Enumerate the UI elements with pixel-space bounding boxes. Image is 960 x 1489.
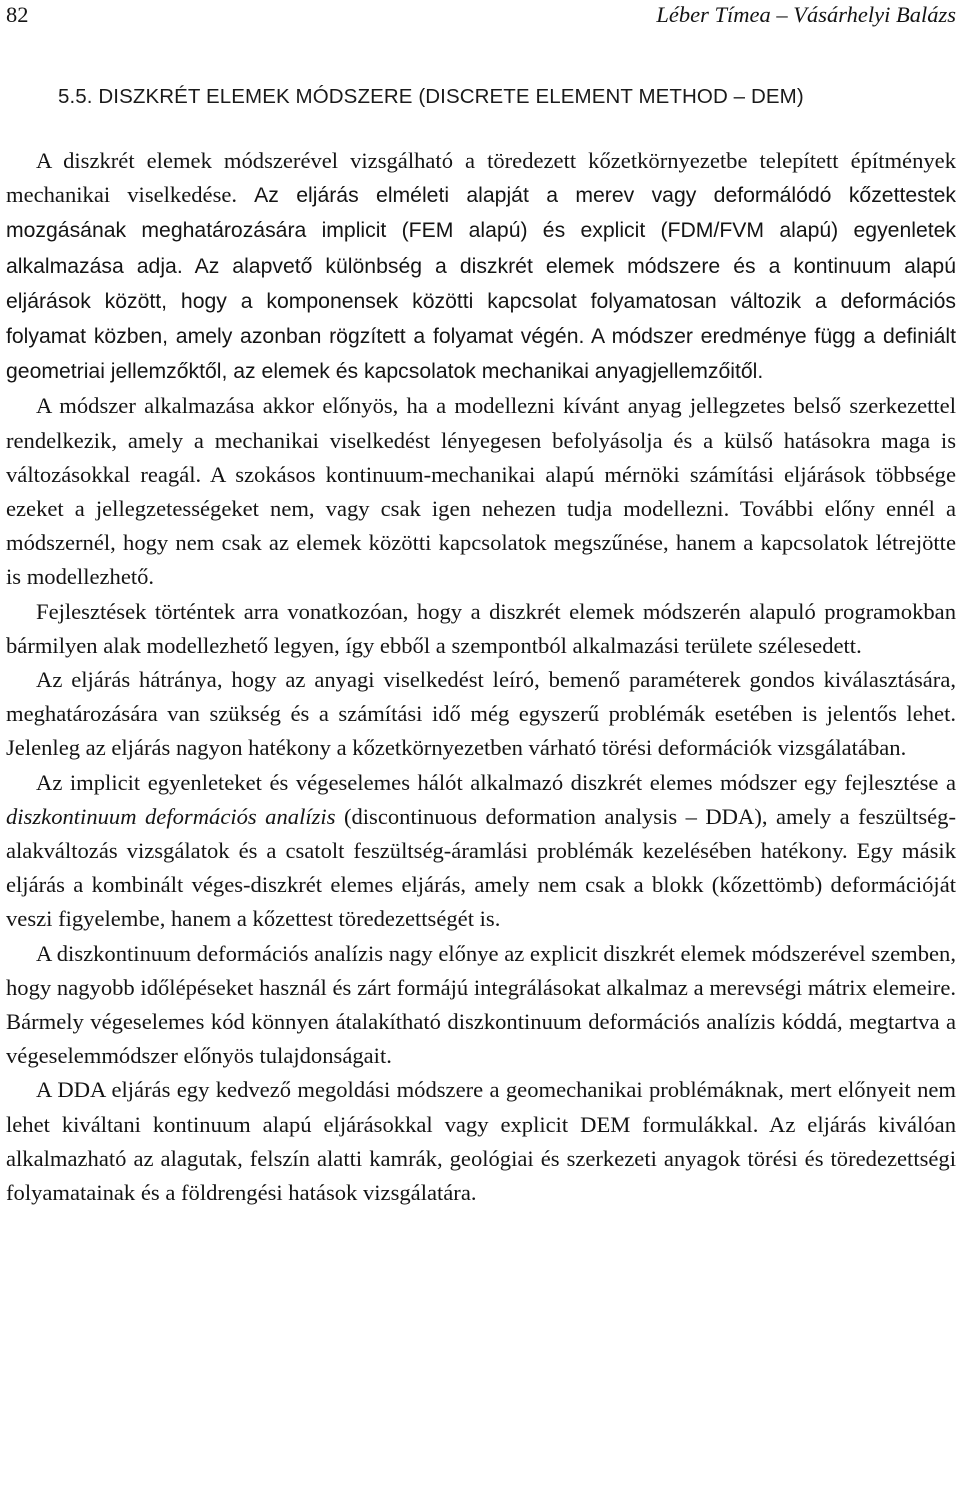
paragraph-2: A módszer alkalmazása akkor előnyös, ha a modellezni kívánt anyag jellegzetes belső szerkezettel rendelkezik, amely a mechanikai viselkedést lényegesen befolyásolja és a külső hatásokra maga is változásokkal reagál. A szokásos kontinuum-mechanikai alapú mérnöki számítási eljárások többsége ezeket a jellegzetességeket nem, vagy csak igen nehezen tudja modellezni. További előny ennél a módszernél, hogy nem csak az elemek közötti kapcsolatok megszűnése, hanem a kapcsolatok létrejötte is modellezhető. (6, 393, 956, 590)
paragraph-1-sans-part: Az eljárás elméleti alapját a merev vagy deformálódó kőzettestek mozgásának meghatározására implicit (FEM alapú) és explicit (FDM/FVM alapú) egyenletek alkalmazása adja. Az alapvető különbség a diszkrét elemek módszere és a kontinuum alapú eljárások között, hogy a komponensek közötti kapcsolat folyamatosan változik a deformációs folyamat közben, amely azonban rögzített a folyamat végén. A módszer eredménye függ a definiált geometriai jellemzőktől, az elemek és kapcsolatok mechanikai anyagjellemzőitől. (6, 184, 956, 384)
body-text (6, 144, 956, 1210)
running-header-authors: Léber Tímea – Vásárhelyi Balázs (656, 2, 956, 27)
paragraph-4: Az eljárás hátránya, hogy az anyagi viselkedést leíró, bemenő paraméterek gondos kiválasztására, meghatározására van szükség és a számítási idő még egyszerű problémák esetében is jelentős lehet. Jelenleg az eljárás nagyon hatékony a kőzetkörnyezetben várható törési deformációk vizsgálatában. (6, 667, 956, 761)
running-header (6, 0, 956, 42)
page-number: 82 (6, 2, 29, 27)
paragraph-3: Fejlesztések történtek arra vonatkozóan, hogy a diszkrét elemek módszerén alapuló programokban bármilyen alak modellezhető legyen, így ebből a szempontból alkalmazási területe szélesedett. (6, 598, 956, 658)
paragraph-5-italic-term: diszkontinuum deformációs analízis (6, 803, 336, 829)
paragraph-5-text-after: (discontinuous deformation analysis – DDA), amely a feszültség-alakváltozás vizsgálatok és a csatolt feszültség-áramlási problémák kezelésében hatékony. Egy másik eljárás a kombinált véges-diszkrét elemes eljárás, amely nem csak a blokk (kőzettömb) deformációját veszi figyelembe, hanem a kőzettest töredezettségét is. (6, 803, 956, 932)
paragraph-6: A diszkontinuum deformációs analízis nagy előnye az explicit diszkrét elemek módszerével szemben, hogy nagyobb időlépéseket használ és zárt formájú integrálásokat alkalmaz a merevségi mátrix elemeire. Bármely végeselemes kód könnyen átalakítható diszkontinuum deformációs analízis kóddá, megtartva a végeselemmódszer előnyös tulajdonságait. (6, 940, 956, 1069)
section-heading: 5.5. DISZKRÉT ELEMEK MÓDSZERE (DISCRETE ELEMENT METHOD – DEM) (58, 85, 804, 108)
paragraph-5-text-before: Az implicit egyenleteket és végeselemes hálót alkalmazó diszkrét elemes módszer egy fejlesztése a (36, 769, 956, 795)
paragraph-1-serif-part: A diszkrét elemek módszerével vizsgálható a töredezett kőzetkörnyezetbe telepített építmények mechanikai viselkedése. (6, 148, 956, 208)
paragraph-1 (6, 144, 956, 389)
paragraph-5 (6, 766, 956, 937)
paragraph-7: A DDA eljárás egy kedvező megoldási módszere a geomechanikai problémáknak, mert előnyeit nem lehet kiváltani kontinuum alapú eljárásokkal vagy explicit DEM formulákkal. Az eljárás kiválóan alkalmazható az alagutak, felszín alatti kamrák, geológiai és szerkezeti anyagok törési és töredezettségi folyamatainak és a földrengési hatások vizsgálatára. (6, 1077, 956, 1206)
